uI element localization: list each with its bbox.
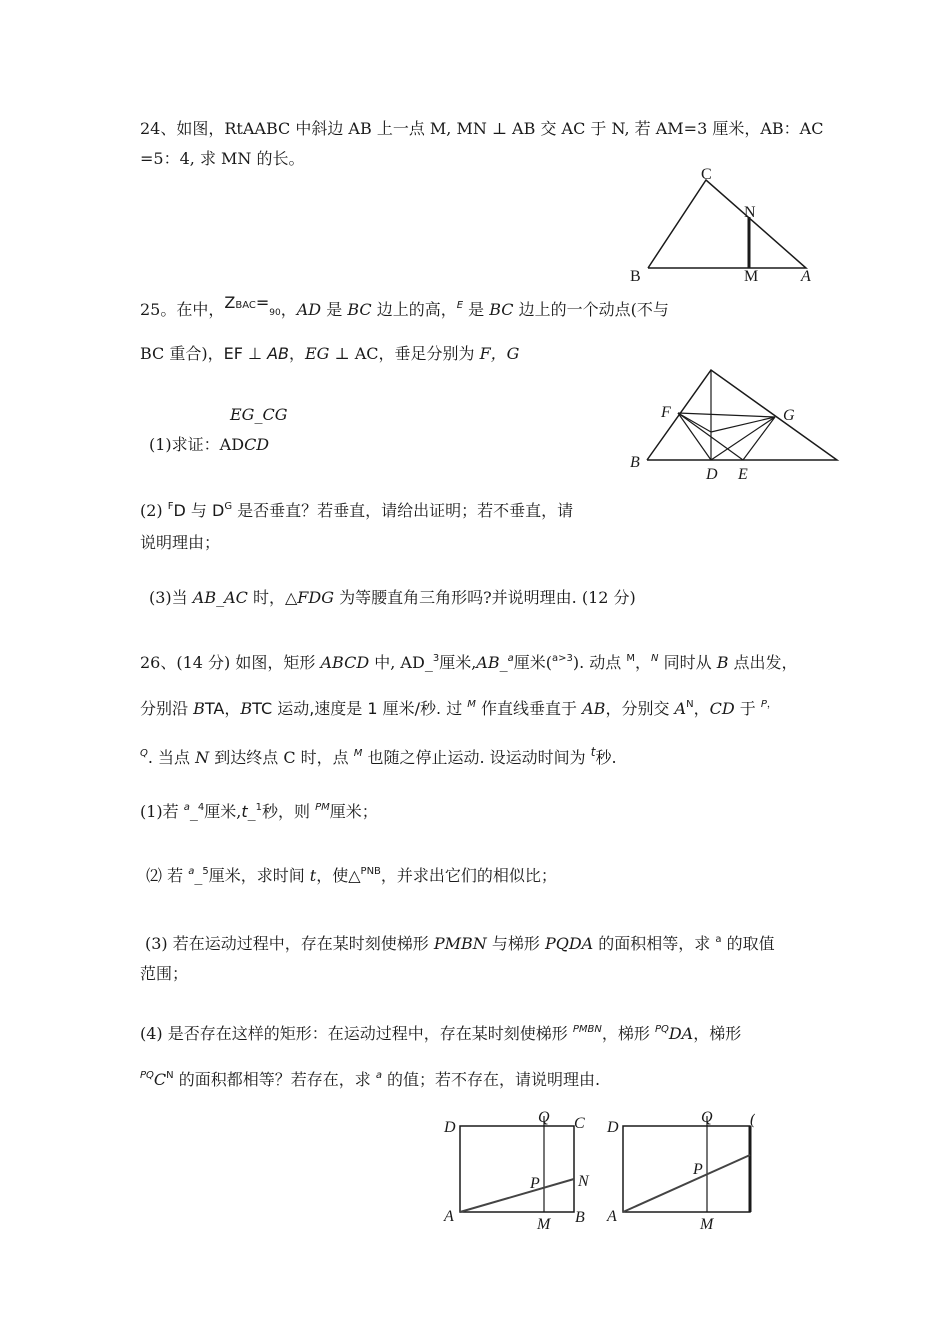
text: _: [247, 802, 256, 821]
q26-part-1: [140, 798, 378, 822]
text: (1)求证：AD: [149, 435, 245, 454]
label-b: B: [630, 454, 640, 471]
segment-fg: [678, 413, 775, 417]
sup-p: P: [760, 699, 767, 710]
text: ，梯形: [601, 1024, 655, 1043]
label-c: (: [750, 1111, 755, 1128]
q24-line-2: =5：4, 求 MN 的长。: [140, 149, 305, 168]
sup-m: M: [353, 748, 363, 759]
triangle-abc: [648, 180, 806, 268]
var-da: DA: [668, 1024, 694, 1043]
sup-a: a: [375, 1070, 382, 1081]
text: 同时从: [658, 653, 717, 672]
text: 的面积都相等？若存在，求: [173, 1070, 376, 1089]
text: (1)若: [140, 802, 184, 821]
text: 与梯形: [486, 934, 545, 953]
label-c: C: [701, 166, 712, 183]
q25-part-2: [140, 497, 573, 521]
sep: ，: [280, 300, 297, 319]
var-a: A: [674, 699, 687, 718]
perp-symbol: ⊥: [242, 344, 268, 363]
rectangle-abcd: [460, 1126, 574, 1212]
q24-line-1: 24、如图，RtAABC 中斜边 AB 上一点 M, MN ⊥ AB 交 AC 于 N, 若 AM=3 厘米，AB：AC: [140, 119, 824, 138]
text: TA，: [204, 699, 241, 718]
var-c: C: [153, 1070, 167, 1089]
label-d: D: [444, 1119, 456, 1136]
var-ef: EF: [223, 344, 243, 363]
text: ，梯形: [693, 1024, 742, 1043]
label-m: M: [700, 1216, 714, 1232]
segment-f-inner: [678, 413, 711, 432]
var-fg: F，G: [479, 344, 520, 363]
q25-part-2-cont: 说明理由；: [140, 533, 221, 552]
q25-line-1: [140, 293, 669, 323]
var-b: B: [716, 653, 729, 672]
label-q: Q: [701, 1109, 713, 1126]
text: 的取值: [721, 934, 775, 953]
var-n: N: [195, 748, 210, 767]
var-ab: AB: [267, 344, 289, 363]
label-m: M: [537, 1216, 551, 1232]
q26-line-2: [140, 695, 777, 719]
var-ab-ac: AB_AC: [192, 588, 248, 607]
angle-eq: =: [255, 293, 270, 312]
sup: 4: [197, 802, 205, 813]
label-a: A: [607, 1208, 617, 1225]
segment-an: [460, 1179, 574, 1212]
text: 作直线垂直于: [475, 699, 583, 718]
text: D 与 D: [173, 501, 225, 520]
label-b: B: [630, 268, 641, 285]
sup: 5: [202, 866, 209, 877]
label-d: D: [607, 1119, 619, 1136]
text: (3)当: [149, 588, 193, 607]
sup-n: N: [686, 699, 694, 710]
text: 厘米；: [329, 802, 378, 821]
sup-a: a: [188, 866, 195, 877]
text: 秒.: [595, 748, 617, 767]
text: 厘米，求时间: [208, 866, 310, 885]
segment-fd: [678, 413, 711, 460]
sup-pm: PM: [315, 802, 330, 813]
text: ，分别交: [605, 699, 675, 718]
text: ，: [766, 699, 777, 710]
q25-number: 25。在中，: [140, 300, 225, 319]
q24-triangle-figure: [620, 160, 820, 285]
label-a: A: [801, 268, 811, 285]
text: 也随之停止运动. 设运动时间为: [362, 748, 591, 767]
text: 分别沿: [140, 699, 194, 718]
text: ⊥ AC，垂足分别为: [329, 344, 480, 363]
condition: a>3: [551, 653, 573, 664]
text: 到达终点 C 时，点: [209, 748, 354, 767]
sup-q: Q: [140, 748, 148, 759]
segment-gd: [711, 417, 775, 460]
var-t: t: [309, 866, 317, 885]
q25-line-3: EG_CG: [230, 405, 288, 424]
text: ). 动点: [572, 653, 627, 672]
q26-rectangle-figure-1: [440, 1108, 600, 1232]
angle-subscript: BAC: [235, 300, 256, 311]
triangle-abc: [647, 370, 837, 460]
text: TC 运动,速度是 1 厘米/秒. 过: [252, 699, 468, 718]
text: ，并求出它们的相似比；: [380, 866, 557, 885]
var-ad: AD: [296, 300, 322, 319]
label-p: P: [693, 1161, 703, 1178]
angle-degree: 90: [269, 308, 281, 318]
text: 26、(14 分) 如图，矩形: [140, 653, 321, 672]
var-cd: CD: [709, 699, 735, 718]
text: (2): [140, 501, 168, 520]
var-b: B: [193, 699, 205, 718]
sup-g: G: [224, 501, 233, 512]
sup-a: a: [715, 934, 722, 945]
q26-part-3-cont: 范围；: [140, 964, 189, 983]
label-d: D: [706, 466, 718, 483]
var-b: B: [240, 699, 253, 718]
text: ，: [693, 699, 710, 718]
text: ，使△: [316, 866, 361, 885]
label-f: F: [661, 404, 671, 421]
label-a: A: [444, 1208, 454, 1225]
text: 中, AD: [369, 653, 425, 672]
var-abcd: ABCD: [320, 653, 370, 672]
sup-f: F: [167, 501, 174, 512]
sup-t: t: [590, 745, 596, 759]
var-ab: AB: [582, 699, 606, 718]
var-pmbn: PMBN: [433, 934, 487, 953]
text: 为等腰直角三角形吗?并说明理由. (12 分): [334, 588, 636, 607]
q26-part-3: [145, 930, 775, 954]
label-p: P: [530, 1175, 540, 1192]
text: 的值；若不存在，请说明理由.: [381, 1070, 601, 1089]
sep: ，: [288, 344, 305, 363]
q26-part-4-cont: [140, 1066, 600, 1090]
text: 于: [734, 699, 761, 718]
text: 厘米,: [204, 802, 242, 821]
q25-line-2: [140, 344, 519, 364]
text: 秒，则: [262, 802, 316, 821]
text: _: [499, 653, 508, 672]
q25-triangle-figure: [625, 360, 845, 485]
label-n: N: [744, 204, 756, 221]
angle-symbol: Z: [224, 293, 236, 312]
text: 是: [321, 300, 348, 319]
sup-pq: PQ: [140, 1070, 154, 1081]
q26-line-3: [140, 742, 617, 768]
text: (3) 若在运动过程中，存在某时刻使梯形: [145, 934, 434, 953]
text: ⑵ 若: [146, 866, 189, 885]
sup-m: M: [467, 699, 476, 710]
var-eg: EG: [305, 344, 330, 363]
rectangle-abcd: [623, 1126, 750, 1212]
sup: 3: [432, 653, 440, 664]
label-g: G: [783, 407, 795, 424]
text: 厘米,: [439, 653, 477, 672]
q26-part-4: [140, 1020, 741, 1044]
label-b: B: [575, 1209, 585, 1226]
text: _: [424, 653, 433, 672]
label-n: N: [578, 1173, 589, 1190]
text: 是否垂直？若垂直，请给出证明；若不垂直，请: [232, 501, 574, 520]
text: ，: [635, 653, 652, 672]
var-pqda: PQDA: [544, 934, 594, 953]
sup-pq: PQ: [654, 1024, 669, 1035]
sup: a: [507, 653, 514, 664]
q26-line-1: [140, 649, 798, 673]
var-bc: BC: [347, 300, 372, 319]
text: 的面积相等，求: [593, 934, 716, 953]
text: BC 重合)，: [140, 344, 224, 363]
label-e: E: [738, 466, 748, 483]
q26-part-2: [146, 862, 557, 886]
text: 边上的高，: [371, 300, 457, 319]
q25-part-3: [149, 588, 636, 608]
text: 厘米(: [513, 653, 552, 672]
sup-n: N: [651, 653, 659, 664]
q26-rectangle-figure-2: [605, 1108, 755, 1232]
text: _: [194, 866, 203, 885]
segment-ap: [623, 1155, 750, 1212]
text: 时，△: [247, 588, 298, 607]
var-bc: BC: [489, 300, 514, 319]
text: (4) 是否存在这样的矩形：在运动过程中，存在某时刻使梯形: [140, 1024, 573, 1043]
text: 点出发，: [728, 653, 798, 672]
sup-pnb: PNB: [360, 866, 381, 877]
sup-n: N: [166, 1070, 174, 1081]
sup-pmbn: PMBN: [572, 1024, 602, 1035]
var-cd: CD: [244, 435, 270, 454]
label-c: C: [574, 1115, 585, 1132]
sup-m: M: [626, 653, 636, 664]
var-fdg: FDG: [297, 588, 334, 607]
var-t: t: [241, 802, 248, 821]
var-ab: AB: [476, 653, 500, 672]
label-q: Q: [538, 1109, 550, 1126]
text: _: [189, 802, 198, 821]
text: . 当点: [147, 748, 196, 767]
sup: 1: [255, 802, 263, 813]
q25-part-1: [149, 435, 269, 455]
text: 是: [463, 300, 490, 319]
label-m: M: [744, 268, 759, 285]
sup-a: a: [183, 802, 190, 813]
var-e: E: [456, 300, 464, 311]
text: 边上的一个动点(不与: [513, 300, 669, 319]
